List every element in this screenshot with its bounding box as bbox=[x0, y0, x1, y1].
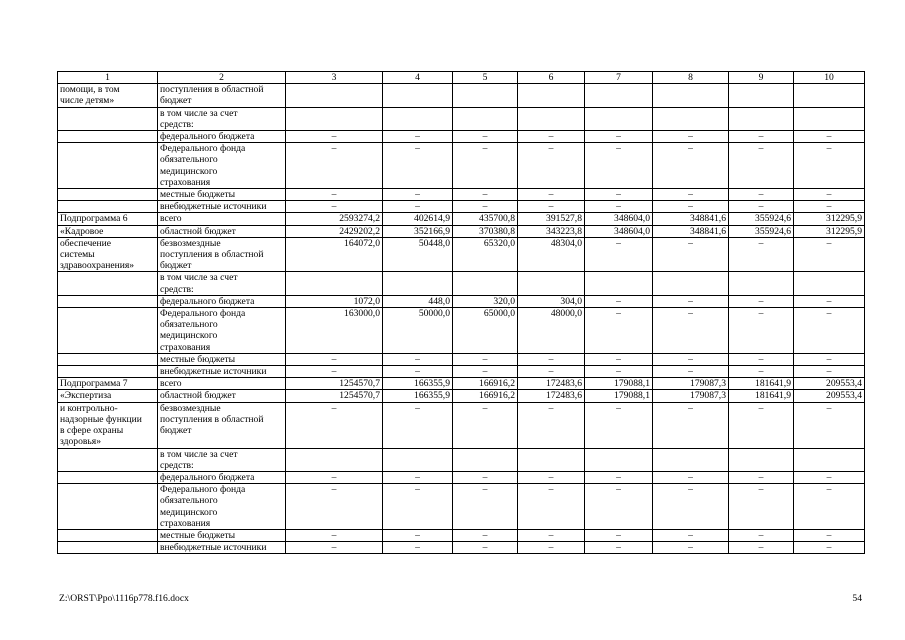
value-cell: – bbox=[653, 471, 729, 483]
table-row bbox=[58, 366, 865, 378]
value-cell: – bbox=[286, 143, 383, 189]
value-cell: – bbox=[585, 131, 653, 143]
funding-source-cell: всего bbox=[158, 378, 286, 390]
value-cell: 179087,3 bbox=[653, 390, 729, 402]
table-row bbox=[58, 189, 865, 201]
value-cell: 164072,0 bbox=[286, 237, 383, 272]
value-cell: – bbox=[383, 189, 453, 201]
value-cell: – bbox=[585, 143, 653, 189]
value-cell: 1072,0 bbox=[286, 295, 383, 307]
header-cell: 2 bbox=[158, 72, 286, 84]
value-cell bbox=[729, 448, 794, 471]
value-cell: – bbox=[729, 308, 794, 354]
value-cell: – bbox=[518, 366, 585, 378]
value-cell: – bbox=[794, 308, 865, 354]
value-cell: – bbox=[383, 471, 453, 483]
value-cell: – bbox=[518, 542, 585, 554]
value-cell: – bbox=[286, 201, 383, 213]
value-cell: – bbox=[585, 295, 653, 307]
table-row bbox=[58, 213, 865, 225]
header-cell: 8 bbox=[653, 72, 729, 84]
value-cell: – bbox=[794, 353, 865, 365]
program-name-cell bbox=[58, 353, 158, 365]
header-row bbox=[58, 72, 865, 84]
table-row bbox=[58, 390, 865, 402]
table-row bbox=[58, 448, 865, 471]
value-cell: – bbox=[729, 143, 794, 189]
value-cell: – bbox=[729, 131, 794, 143]
program-name-cell: обеспечение системы здравоохранения» bbox=[58, 237, 158, 272]
program-name-cell bbox=[58, 272, 158, 295]
program-name-cell bbox=[58, 529, 158, 541]
value-cell: 179088,1 bbox=[585, 378, 653, 390]
value-cell: – bbox=[383, 542, 453, 554]
value-cell: – bbox=[585, 189, 653, 201]
funding-source-cell: Федерального фонда обязательного медицинского страхования bbox=[158, 484, 286, 530]
funding-source-cell: областной бюджет bbox=[158, 390, 286, 402]
program-name-cell: Подпрограмма 7 bbox=[58, 378, 158, 390]
funding-source-cell: поступления в областной бюджет bbox=[158, 84, 286, 107]
table-row bbox=[58, 529, 865, 541]
table-row bbox=[58, 308, 865, 354]
value-cell: – bbox=[653, 131, 729, 143]
value-cell bbox=[518, 448, 585, 471]
value-cell bbox=[286, 448, 383, 471]
funding-source-cell: федерального бюджета bbox=[158, 471, 286, 483]
value-cell: – bbox=[653, 542, 729, 554]
value-cell: – bbox=[453, 131, 518, 143]
value-cell: – bbox=[286, 529, 383, 541]
value-cell bbox=[729, 272, 794, 295]
header-cell: 6 bbox=[518, 72, 585, 84]
funding-source-cell: внебюджетные источники bbox=[158, 201, 286, 213]
value-cell: – bbox=[653, 308, 729, 354]
value-cell: – bbox=[794, 131, 865, 143]
value-cell: – bbox=[286, 484, 383, 530]
value-cell: – bbox=[585, 353, 653, 365]
value-cell: – bbox=[453, 542, 518, 554]
value-cell: 2429202,2 bbox=[286, 225, 383, 237]
table-row bbox=[58, 542, 865, 554]
value-cell bbox=[383, 107, 453, 130]
footer-file-path: Z:\ORST\Ppo\1116p778.f16.docx bbox=[59, 593, 189, 604]
value-cell: 2593274,2 bbox=[286, 213, 383, 225]
funding-source-cell: в том числе за счет средств: bbox=[158, 272, 286, 295]
program-name-cell: Подпрограмма 6 bbox=[58, 213, 158, 225]
value-cell: 348841,6 bbox=[653, 225, 729, 237]
value-cell bbox=[518, 107, 585, 130]
value-cell: – bbox=[286, 402, 383, 448]
funding-source-cell: областной бюджет bbox=[158, 225, 286, 237]
header-cell: 9 bbox=[729, 72, 794, 84]
value-cell: – bbox=[653, 201, 729, 213]
value-cell bbox=[453, 84, 518, 107]
value-cell: – bbox=[653, 295, 729, 307]
value-cell bbox=[286, 84, 383, 107]
program-name-cell bbox=[58, 107, 158, 130]
value-cell: – bbox=[794, 484, 865, 530]
value-cell: – bbox=[585, 366, 653, 378]
value-cell: 50000,0 bbox=[383, 308, 453, 354]
value-cell: – bbox=[453, 471, 518, 483]
value-cell: – bbox=[794, 529, 865, 541]
value-cell: 48000,0 bbox=[518, 308, 585, 354]
header-cell: 10 bbox=[794, 72, 865, 84]
value-cell bbox=[653, 272, 729, 295]
value-cell: 391527,8 bbox=[518, 213, 585, 225]
value-cell bbox=[794, 448, 865, 471]
value-cell: – bbox=[729, 402, 794, 448]
funding-source-cell: внебюджетные источники bbox=[158, 542, 286, 554]
value-cell: – bbox=[729, 295, 794, 307]
value-cell: – bbox=[518, 402, 585, 448]
value-cell: – bbox=[286, 366, 383, 378]
value-cell bbox=[383, 448, 453, 471]
program-name-cell bbox=[58, 295, 158, 307]
value-cell bbox=[453, 107, 518, 130]
funding-source-cell: местные бюджеты bbox=[158, 529, 286, 541]
value-cell: – bbox=[383, 131, 453, 143]
program-name-cell bbox=[58, 189, 158, 201]
header-cell: 7 bbox=[585, 72, 653, 84]
value-cell bbox=[286, 272, 383, 295]
value-cell: 355924,6 bbox=[729, 213, 794, 225]
value-cell: – bbox=[286, 471, 383, 483]
value-cell: – bbox=[453, 484, 518, 530]
program-name-cell bbox=[58, 448, 158, 471]
value-cell: – bbox=[653, 529, 729, 541]
table-row bbox=[58, 484, 865, 530]
value-cell: – bbox=[729, 237, 794, 272]
program-name-cell bbox=[58, 143, 158, 189]
value-cell bbox=[453, 272, 518, 295]
funding-source-cell: в том числе за счет средств: bbox=[158, 448, 286, 471]
value-cell bbox=[729, 84, 794, 107]
value-cell: – bbox=[518, 201, 585, 213]
table-row bbox=[58, 402, 865, 448]
value-cell: 209553,4 bbox=[794, 378, 865, 390]
value-cell: – bbox=[653, 366, 729, 378]
table-row bbox=[58, 353, 865, 365]
funding-source-cell: внебюджетные источники bbox=[158, 366, 286, 378]
value-cell: 1254570,7 bbox=[286, 390, 383, 402]
program-name-cell: «Экспертиза bbox=[58, 390, 158, 402]
funding-source-cell: в том числе за счет средств: bbox=[158, 107, 286, 130]
value-cell: – bbox=[585, 542, 653, 554]
value-cell: – bbox=[585, 529, 653, 541]
value-cell: 48304,0 bbox=[518, 237, 585, 272]
value-cell: – bbox=[794, 402, 865, 448]
value-cell: – bbox=[453, 189, 518, 201]
value-cell: – bbox=[585, 308, 653, 354]
value-cell: – bbox=[383, 402, 453, 448]
value-cell: 166916,2 bbox=[453, 390, 518, 402]
value-cell: – bbox=[794, 471, 865, 483]
value-cell: – bbox=[383, 353, 453, 365]
value-cell: 312295,9 bbox=[794, 225, 865, 237]
value-cell bbox=[453, 448, 518, 471]
value-cell: – bbox=[453, 402, 518, 448]
value-cell bbox=[794, 272, 865, 295]
value-cell: 348604,0 bbox=[585, 225, 653, 237]
value-cell: – bbox=[729, 353, 794, 365]
value-cell: 448,0 bbox=[383, 295, 453, 307]
value-cell: – bbox=[653, 484, 729, 530]
program-name-cell: и контрольно- надзорные функции в сфере охраны здоровья» bbox=[58, 402, 158, 448]
value-cell: 348841,6 bbox=[653, 213, 729, 225]
value-cell bbox=[794, 107, 865, 130]
value-cell: 65320,0 bbox=[453, 237, 518, 272]
program-name-cell bbox=[58, 308, 158, 354]
value-cell: – bbox=[286, 189, 383, 201]
value-cell: – bbox=[518, 189, 585, 201]
value-cell: – bbox=[729, 201, 794, 213]
value-cell: – bbox=[794, 189, 865, 201]
value-cell: – bbox=[383, 366, 453, 378]
value-cell: 209553,4 bbox=[794, 390, 865, 402]
value-cell: 348604,0 bbox=[585, 213, 653, 225]
value-cell: – bbox=[794, 542, 865, 554]
value-cell: – bbox=[585, 201, 653, 213]
value-cell: 402614,9 bbox=[383, 213, 453, 225]
value-cell: 166916,2 bbox=[453, 378, 518, 390]
table-row bbox=[58, 225, 865, 237]
page-number: 54 bbox=[852, 593, 862, 604]
value-cell: – bbox=[653, 143, 729, 189]
value-cell: – bbox=[453, 353, 518, 365]
funding-source-cell: безвозмездные поступления в областной бюджет bbox=[158, 237, 286, 272]
value-cell: – bbox=[286, 131, 383, 143]
value-cell: – bbox=[585, 402, 653, 448]
program-name-cell bbox=[58, 542, 158, 554]
table-row bbox=[58, 295, 865, 307]
program-name-cell bbox=[58, 471, 158, 483]
program-name-cell bbox=[58, 131, 158, 143]
funding-source-cell: федерального бюджета bbox=[158, 295, 286, 307]
value-cell: – bbox=[383, 201, 453, 213]
table-row bbox=[58, 272, 865, 295]
table-row bbox=[58, 471, 865, 483]
value-cell: 304,0 bbox=[518, 295, 585, 307]
program-name-cell bbox=[58, 201, 158, 213]
value-cell: – bbox=[453, 529, 518, 541]
funding-source-cell: местные бюджеты bbox=[158, 353, 286, 365]
value-cell bbox=[383, 84, 453, 107]
header-cell: 5 bbox=[453, 72, 518, 84]
value-cell: – bbox=[653, 189, 729, 201]
value-cell: 320,0 bbox=[453, 295, 518, 307]
table-row bbox=[58, 107, 865, 130]
value-cell: 166355,9 bbox=[383, 378, 453, 390]
funding-source-cell: безвозмездные поступления в областной бюджет bbox=[158, 402, 286, 448]
funding-source-cell: всего bbox=[158, 213, 286, 225]
value-cell: – bbox=[383, 529, 453, 541]
value-cell: – bbox=[794, 237, 865, 272]
value-cell: – bbox=[383, 143, 453, 189]
budget-table bbox=[57, 71, 865, 554]
value-cell: – bbox=[729, 529, 794, 541]
value-cell: – bbox=[794, 143, 865, 189]
value-cell bbox=[383, 272, 453, 295]
value-cell: 435700,8 bbox=[453, 213, 518, 225]
program-name-cell bbox=[58, 366, 158, 378]
header-cell: 4 bbox=[383, 72, 453, 84]
value-cell bbox=[585, 84, 653, 107]
value-cell: – bbox=[453, 201, 518, 213]
value-cell: 50448,0 bbox=[383, 237, 453, 272]
value-cell: – bbox=[729, 366, 794, 378]
value-cell: 163000,0 bbox=[286, 308, 383, 354]
value-cell: – bbox=[585, 471, 653, 483]
table-row bbox=[58, 84, 865, 107]
value-cell bbox=[585, 448, 653, 471]
value-cell bbox=[518, 84, 585, 107]
value-cell: 352166,9 bbox=[383, 225, 453, 237]
table-row bbox=[58, 143, 865, 189]
value-cell: – bbox=[518, 143, 585, 189]
value-cell: 179087,3 bbox=[653, 378, 729, 390]
value-cell: 65000,0 bbox=[453, 308, 518, 354]
value-cell: – bbox=[729, 471, 794, 483]
value-cell: 172483,6 bbox=[518, 378, 585, 390]
value-cell bbox=[653, 107, 729, 130]
value-cell: – bbox=[286, 353, 383, 365]
funding-source-cell: местные бюджеты bbox=[158, 189, 286, 201]
value-cell bbox=[585, 107, 653, 130]
value-cell bbox=[286, 107, 383, 130]
value-cell: 343223,8 bbox=[518, 225, 585, 237]
value-cell: – bbox=[729, 484, 794, 530]
program-name-cell: «Кадровое bbox=[58, 225, 158, 237]
table-row bbox=[58, 131, 865, 143]
value-cell bbox=[794, 84, 865, 107]
funding-source-cell: Федерального фонда обязательного медицинского страхования bbox=[158, 143, 286, 189]
value-cell: – bbox=[653, 402, 729, 448]
value-cell: – bbox=[653, 237, 729, 272]
value-cell: 355924,6 bbox=[729, 225, 794, 237]
table-row bbox=[58, 201, 865, 213]
program-name-cell bbox=[58, 484, 158, 530]
program-name-cell: помощи, в том числе детям» bbox=[58, 84, 158, 107]
value-cell: – bbox=[453, 366, 518, 378]
value-cell bbox=[653, 84, 729, 107]
value-cell bbox=[518, 272, 585, 295]
value-cell bbox=[585, 272, 653, 295]
value-cell: – bbox=[518, 484, 585, 530]
value-cell: – bbox=[518, 353, 585, 365]
value-cell: – bbox=[729, 542, 794, 554]
value-cell: – bbox=[286, 542, 383, 554]
value-cell: – bbox=[518, 471, 585, 483]
value-cell: – bbox=[794, 366, 865, 378]
table-row bbox=[58, 378, 865, 390]
value-cell: 370380,8 bbox=[453, 225, 518, 237]
value-cell: 181641,9 bbox=[729, 378, 794, 390]
value-cell: – bbox=[383, 484, 453, 530]
value-cell: – bbox=[729, 189, 794, 201]
value-cell: – bbox=[585, 237, 653, 272]
header-cell: 3 bbox=[286, 72, 383, 84]
value-cell: 172483,6 bbox=[518, 390, 585, 402]
value-cell: 1254570,7 bbox=[286, 378, 383, 390]
value-cell bbox=[653, 448, 729, 471]
value-cell: – bbox=[794, 201, 865, 213]
header-cell: 1 bbox=[58, 72, 158, 84]
value-cell: – bbox=[794, 295, 865, 307]
funding-source-cell: Федерального фонда обязательного медицинского страхования bbox=[158, 308, 286, 354]
value-cell: – bbox=[518, 131, 585, 143]
value-cell: – bbox=[453, 143, 518, 189]
table-body bbox=[58, 72, 865, 554]
value-cell: 179088,1 bbox=[585, 390, 653, 402]
value-cell: 181641,9 bbox=[729, 390, 794, 402]
value-cell: – bbox=[518, 529, 585, 541]
table-row bbox=[58, 237, 865, 272]
value-cell: – bbox=[585, 484, 653, 530]
value-cell bbox=[729, 107, 794, 130]
value-cell: – bbox=[653, 353, 729, 365]
value-cell: 166355,9 bbox=[383, 390, 453, 402]
value-cell: 312295,9 bbox=[794, 213, 865, 225]
funding-source-cell: федерального бюджета bbox=[158, 131, 286, 143]
